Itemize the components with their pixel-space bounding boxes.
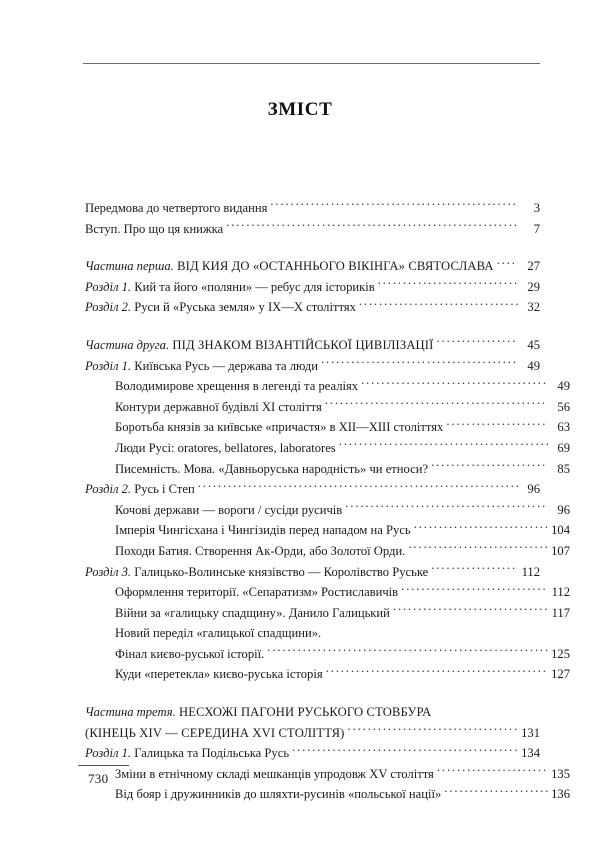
toc-leader-dots [408,542,548,555]
toc-entry-text [85,219,223,240]
toc-leader-dots [444,786,548,799]
toc-entry[interactable] [85,376,570,397]
toc-entry-title: НЕСХОЖІ ПАГОНИ РУСЬКОГО СТОВБУРА [175,705,432,720]
toc-entry-text [85,198,267,219]
toc-entry-text [85,277,375,298]
toc-entry[interactable] [85,723,540,744]
toc-entry-title: Походи Батия. Створення Ак-Орди, або Золотої Орди. [115,543,406,558]
toc-entry[interactable] [85,256,540,277]
toc-entry-title: Кочові держави — вороги / сусіди русичів [115,502,343,517]
toc-entry-prefix: Розділ 3. [85,564,132,579]
toc-leader-dots [431,460,548,473]
toc-entry[interactable] [85,335,540,356]
toc-entry-title: Боротьба князів за київське «причастя» в XII—XIII століттях [115,420,444,435]
toc-entry-title: Новий переділ «галицької спадщини». [115,626,322,641]
toc-group-gap [85,318,540,335]
toc-page-number: 125 [551,646,570,661]
toc-leader-dots [446,419,548,432]
toc-entry-title: ВІД КИЯ ДО «ОСТАННЬОГО ВІКІНГА» СВЯТОСЛАВА [173,259,494,274]
toc-entry-text [85,256,494,277]
toc-page-number: 131 [521,725,540,740]
toc-entry-title: Київська Русь — держава та люди [131,358,318,373]
toc-group [85,702,570,805]
toc-entry-text [115,623,321,644]
toc-entry-title: Руси й «Руська земля» у IX—X століттях [131,300,356,315]
toc-entry-text [115,582,398,603]
toc-entry-text [85,297,356,318]
toc-entry[interactable] [85,417,570,438]
toc-leader-dots [198,481,518,494]
toc-entry-title: Куди «перетекла» києво-руська історія [115,667,323,682]
toc-entry[interactable] [85,541,570,562]
toc-entry[interactable] [85,438,570,459]
toc-entry-title: Галицька та Подільська Русь [131,746,290,761]
toc-page-number: 27 [527,259,540,274]
toc-page-number: 3 [533,201,540,215]
toc-entry-title: Кий та його «поляни» — ребус для істориків [131,279,375,294]
toc-entry-text [115,664,323,685]
toc-entry[interactable] [85,603,570,624]
toc-group-gap [85,239,540,256]
toc-page-number: 117 [551,605,570,620]
toc-entry-text [85,702,431,723]
toc-page-number: 85 [557,461,570,476]
toc-entry[interactable] [85,764,570,785]
toc-entry[interactable] [85,479,540,500]
toc-leader-dots [497,258,518,271]
toc-entry-prefix: Розділ 2. [85,482,132,497]
toc-leader-dots [414,522,548,535]
toc-entry-title: Русь і Степ [131,482,195,497]
toc-entry-text [85,723,344,744]
toc-entry-text [85,479,195,500]
toc-entry[interactable] [85,459,570,480]
toc-entry-title: Галицько-Волинське князівство — Королівство Руське [131,564,429,579]
toc-entry-text [115,520,411,541]
toc-leader-dots [378,278,518,291]
toc-entry-title: Люди Русі: oratores, bellatores, laboratores [115,440,336,455]
toc-leader-dots [226,220,518,233]
toc-leader-dots [431,563,518,576]
toc-entry-prefix: Розділ 1. [85,746,132,761]
toc-group [85,256,540,318]
page-title: ЗМІСТ [267,99,333,120]
toc-entry[interactable] [85,198,540,219]
toc-leader-dots [345,501,548,514]
toc-entry-title: Імперія Чингісхана і Чингізидів перед нападом на Русь [115,523,411,538]
toc-page-number: 69 [557,440,570,455]
toc-entry-prefix: Розділ 1. [85,279,132,294]
toc-page-number: 136 [551,787,570,802]
toc-page-number: 104 [551,523,570,538]
toc-entry-title: Зміни в етнічному складі мешканців упродовж XV століття [115,766,434,781]
toc-page-number: 45 [527,337,540,352]
toc-page-number: 49 [557,379,570,394]
toc-entry[interactable] [85,582,570,603]
toc-page-number: 127 [551,667,570,682]
toc-page-number: 63 [557,420,570,435]
toc-entry-title: Фінал києво-руської історії. [115,646,265,661]
toc-entry[interactable] [85,623,570,644]
toc-entry-text [115,603,390,624]
toc-entry-title: Контури державної будівлі XI століття [115,399,322,414]
toc-entry[interactable] [85,277,540,298]
toc-page-number: 96 [557,502,570,517]
toc-page-number: 32 [527,300,540,315]
toc-leader-dots [347,724,518,737]
toc-leader-dots [270,199,518,212]
toc-page-number: 112 [551,585,570,600]
toc-leader-dots [325,398,548,411]
toc-entry[interactable] [85,500,570,521]
toc-entry-title: Володимирове хрещення в легенді та реаліях [115,379,359,394]
toc-leader-dots [267,645,548,658]
toc-entry-prefix: Частина третя. [85,705,176,720]
toc-entry-title: Від бояр і дружинників до шляхти-русинів «польської нації» [115,787,442,802]
toc-entry-prefix: Частина друга. [85,337,170,352]
toc-group [85,335,570,685]
toc-entry-text [85,743,289,764]
toc-entry[interactable] [85,644,570,665]
toc-entry-text [115,459,428,480]
toc-entry[interactable] [85,356,540,377]
footer-rule [78,765,129,766]
toc-leader-dots [437,765,548,778]
toc-entry-title: Війни за «галицьку спадщину». Данило Галицький [115,605,390,620]
toc-entry-text [85,356,318,377]
header-rule [83,63,540,64]
toc-entry-title: Писемність. Мова. «Давньоруська народність» чи етноси? [115,461,429,476]
toc-leader-dots [326,666,548,679]
toc-entry[interactable] [85,784,570,805]
toc-entry-text [115,644,264,665]
toc-entry-title: Оформлення території. «Сепаратизм» Ростиславичів [115,585,399,600]
toc-entry[interactable] [85,397,570,418]
toc-entry[interactable] [85,562,540,583]
toc-entry-text [115,784,441,805]
toc-entry-text [115,438,336,459]
toc-entry-prefix: Розділ 2. [85,300,132,315]
toc-leader-dots [359,299,518,312]
toc-entry-title: Вступ. Про що ця книжка [85,221,224,236]
toc-page-number: 49 [527,358,540,373]
toc-page-number: 29 [527,279,540,294]
toc-page-number: 96 [527,482,540,497]
toc-entry-title: Передмова до четвертого видання [85,201,268,215]
table-of-contents [85,198,570,805]
toc-page-number: 134 [521,746,540,761]
toc-entry-text [85,335,434,356]
toc-entry-text [115,764,434,785]
toc-leader-dots [321,357,518,370]
toc-leader-dots [393,604,548,617]
toc-page-number: 135 [551,766,570,781]
toc-entry-text [115,417,443,438]
toc-entry[interactable] [85,743,540,764]
toc-entry-text [115,541,405,562]
toc-entry[interactable] [85,219,540,240]
toc-group [85,198,540,239]
toc-entry-text [115,397,322,418]
toc-leader-dots [292,745,518,758]
toc-entry[interactable] [85,702,540,723]
toc-entry-title: (КІНЕЦЬ XIV — СЕРЕДИНА XVI СТОЛІТТЯ) [85,725,345,740]
toc-page-number: 107 [551,543,570,558]
toc-group-gap [85,685,540,702]
page-number: 730 [88,771,109,786]
toc-entry[interactable] [85,664,570,685]
toc-leader-dots [339,439,548,452]
toc-leader-dots [437,336,519,349]
toc-leader-dots [401,584,548,597]
toc-page-number: 7 [533,221,540,236]
toc-entry-prefix: Частина перша. [85,259,174,274]
toc-page-number: 56 [557,399,570,414]
toc-entry-text [85,562,428,583]
toc-entry-text [115,376,358,397]
toc-page-number: 112 [521,564,540,579]
toc-entry[interactable] [85,520,570,541]
toc-entry[interactable] [85,297,540,318]
toc-entry-prefix: Розділ 1. [85,358,132,373]
toc-entry-text [115,500,342,521]
toc-leader-dots [361,378,548,391]
toc-entry-title: ПІД ЗНАКОМ ВІЗАНТІЙСЬКОЇ ЦИВІЛІЗАЦІЇ [169,337,434,352]
